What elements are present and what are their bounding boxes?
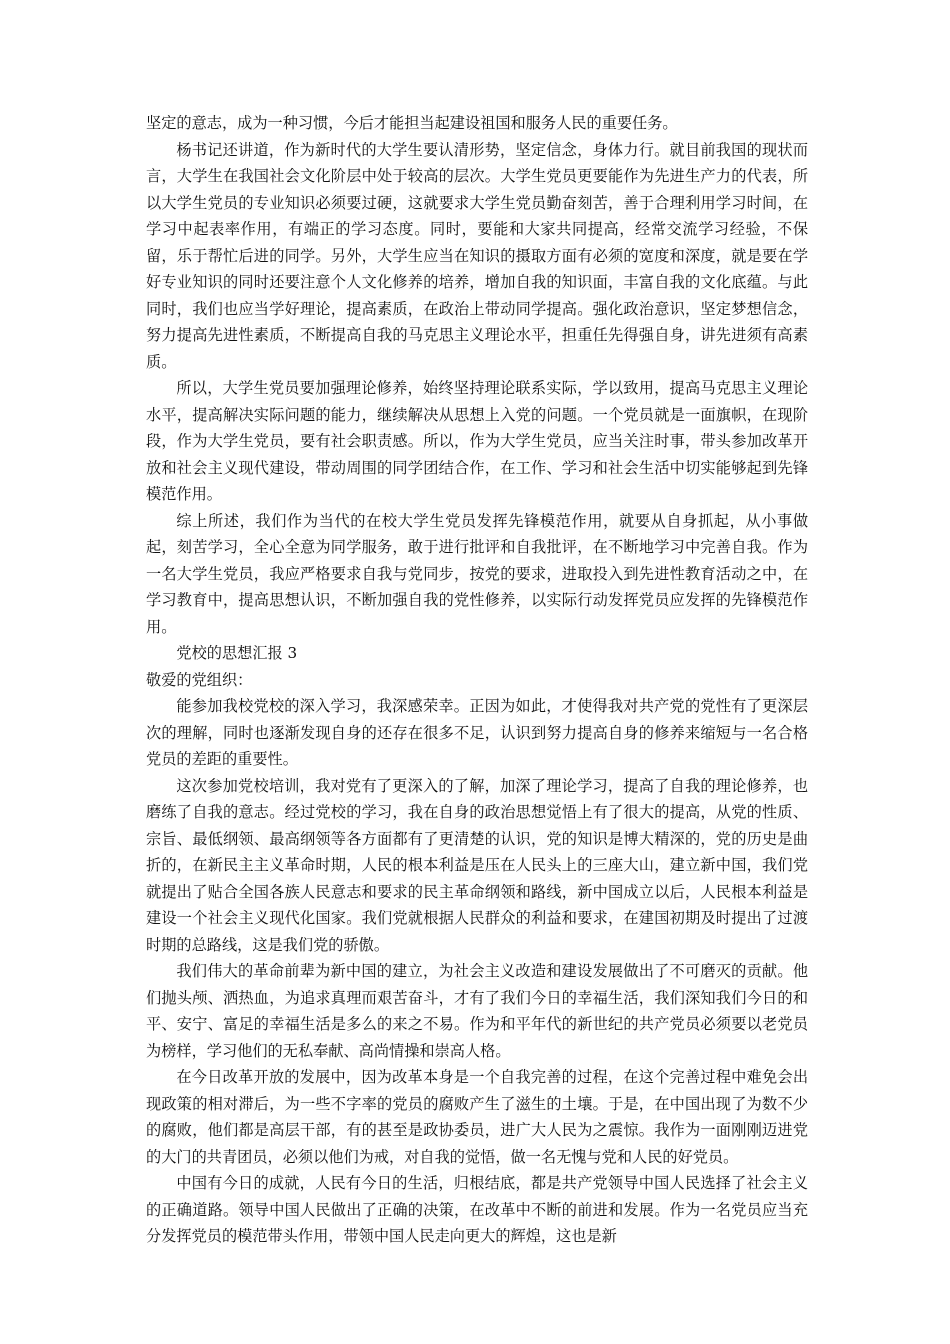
paragraph: 在今日改革开放的发展中，因为改革本身是一个自我完善的过程，在这个完善过程中难免会出现政策的相对滞后，为一些不字率的党员的腐败产生了滋生的土壤。于是，在中国出现了为数不少的腐败，他们都是高层干部，有的甚至是政协委员，进广大人民为之震惊。我作为一面刚刚迈进党的大门的共青团员，必须以他们为戒，对自我的觉悟，做一名无愧与党和人民的好党员。 <box>146 1068 808 1166</box>
document-page <box>146 110 808 1250</box>
paragraph: 能参加我校党校的深入学习，我深感荣幸。正因为如此，才使得我对共产党的党性有了更深层次的理解，同时也逐渐发现自身的还存在很多不足，认识到努力提高自身的修养来缩短与一名合格党员的差距的重要性。 <box>146 697 808 768</box>
section-heading: 党校的思想汇报 3 <box>176 644 298 662</box>
paragraph: 中国有今日的成就，人民有今日的生活，归根结底，都是共产党领导中国人民选择了社会主义的正确道路。领导中国人民做出了正确的决策，在改革中不断的前进和发展。作为一名党员应当充分发挥党员的模范带头作用，带领中国人民走向更大的辉煌，这也是新 <box>146 1174 808 1245</box>
salutation: 敬爱的党组织： <box>146 670 253 689</box>
paragraph: 综上所述，我们作为当代的在校大学生党员发挥先锋模范作用，就要从自身抓起，从小事做起，刻苦学习，全心全意为同学服务，敢于进行批评和自我批评，在不断地学习中完善自我。作为一名大学生党员，我应严格要求自我与党同步，按党的要求，进取投入到先进性教育活动之中，在学习教育中，提高思想认识，不断加强自我的党性修养，以实际行动发挥党员应发挥的先锋模范作用。 <box>146 511 808 636</box>
paragraph: 这次参加党校培训，我对党有了更深入的了解，加深了理论学习，提高了自我的理论修养，也磨练了自我的意志。经过党校的学习，我在自身的政治思想觉悟上有了很大的提高，从党的性质、宗旨、最低纲领、最高纲领等各方面都有了更清楚的认识，党的知识是博大精深的，党的历史是曲折的，在新民主主义革命时期，人民的根本利益是压在人民头上的三座大山，建立新中国，我们党就提出了贴合全国各族人民意志和要求的民主革命纲领和路线，新中国成立以后，人民根本利益是建设一个社会主义现代化国家。我们党就根据人民群众的利益和要求，在建国初期及时提出了过渡时期的总路线，这是我们党的骄傲。 <box>146 776 808 954</box>
paragraph-continuation: 坚定的意志，成为一种习惯，今后才能担当起建设祖国和服务人民的重要任务。 <box>146 114 678 132</box>
paragraph: 杨书记还讲道，作为新时代的大学生要认清形势，坚定信念，身体力行。就目前我国的现状而言，大学生在我国社会文化阶层中处于较高的层次。大学生党员更要能作为先进生产力的代表，所以大学生党员的专业知识必须要过硬，这就要求大学生党员勤奋刻苦，善于合理利用学习时间，在学习中起表率作用，有端正的学习态度。同时，要能和大家共同提高，经常交流学习经验，不保留，乐于帮忙后进的同学。另外，大学生应当在知识的摄取方面有必须的宽度和深度，就是要在学好专业知识的同时还要注意个人文化修养的培养，增加自我的知识面，丰富自我的文化底蕴。与此同时，我们也应当学好理论，提高素质，在政治上带动同学提高。强化政治意识，坚定梦想信念，努力提高先进性素质，不断提高自我的马克思主义理论水平，担重任先得强自身，讲先进须有高素质。 <box>146 140 808 371</box>
paragraph: 所以，大学生党员要加强理论修养，始终坚持理论联系实际，学以致用，提高马克思主义理论水平，提高解决实际问题的能力，继续解决从思想上入党的问题。一个党员就是一面旗帜，在现阶段，作为大学生党员，要有社会职责感。所以，作为大学生党员，应当关注时事，带头参加改革开放和社会主义现代建设，带动周围的同学团结合作，在工作、学习和社会生活中切实能够起到先锋模范作用。 <box>146 379 808 503</box>
paragraph: 我们伟大的革命前辈为新中国的建立，为社会主义改造和建设发展做出了不可磨灭的贡献。他们抛头颅、洒热血，为追求真理而艰苦奋斗，才有了我们今日的幸福生活，我们深知我们今日的和平、安宁、富足的幸福生活是多么的来之不易。作为和平年代的新世纪的共产党员必须要以老党员为榜样，学习他们的无私奉献、高尚情操和崇高人格。 <box>146 962 808 1060</box>
